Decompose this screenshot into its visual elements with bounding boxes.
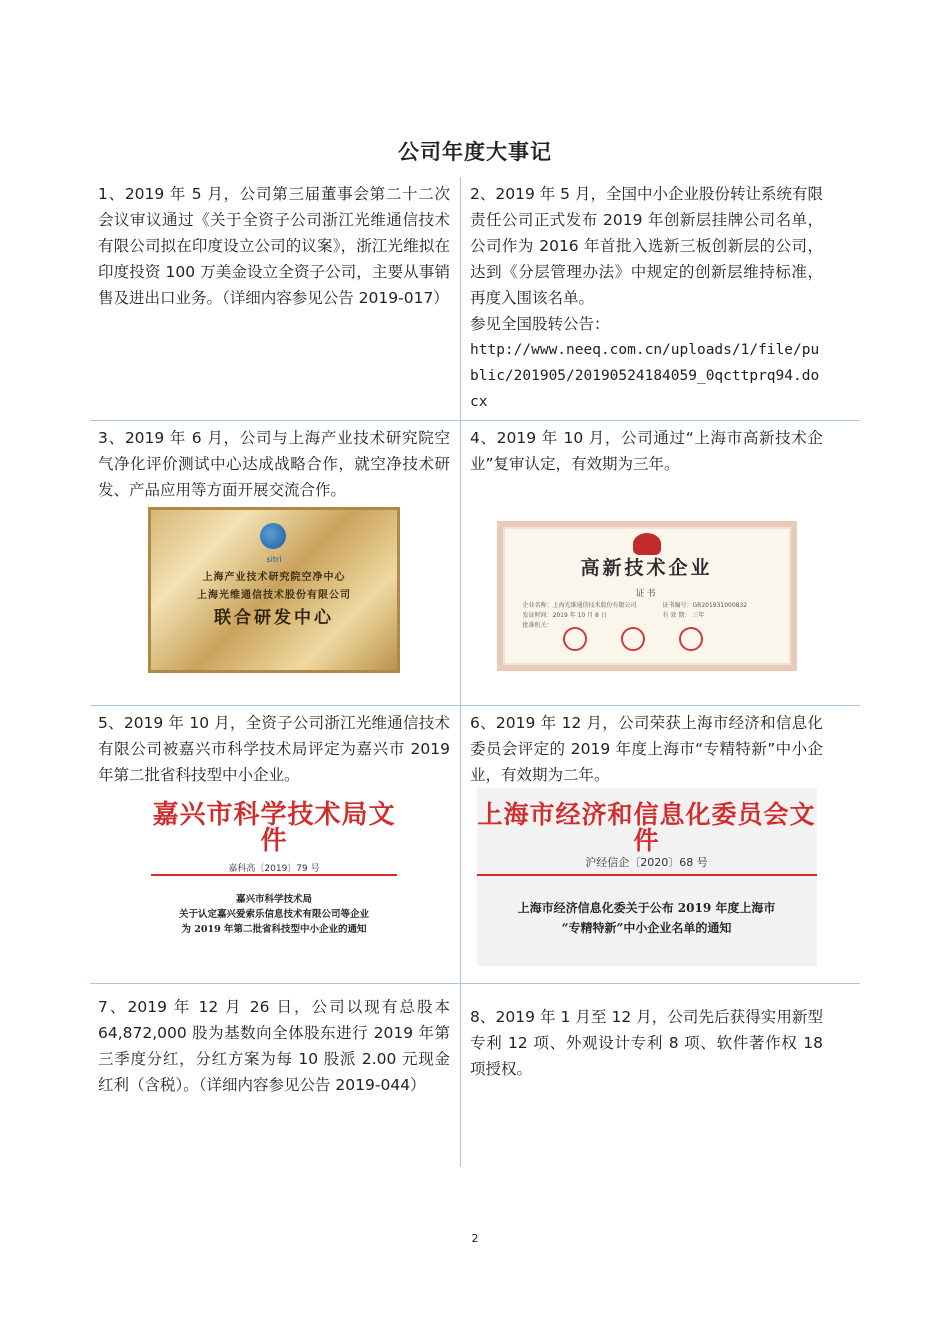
joint-rd-center-plaque-image: sitri 上海产业技术研究院空净中心 上海光维通信技术股份有限公司 联合研发中心 xyxy=(148,507,400,673)
event-cell-2 xyxy=(461,177,831,420)
seal-icon xyxy=(563,627,587,651)
seal-icon xyxy=(621,627,645,651)
table-row xyxy=(90,706,860,984)
red-divider xyxy=(151,874,397,876)
jiaxing-document-image xyxy=(151,794,397,944)
events-table xyxy=(90,177,860,1167)
document-header: 上海市经济和信息化委员会文件 xyxy=(477,800,816,855)
document-body: 嘉兴市科学技术局 关于认定嘉兴爱索乐信息技术有限公司等企业 为 2019 年第二批省科技型中小企业的通知 xyxy=(178,894,369,935)
seal-icon xyxy=(679,627,703,651)
event-cell-6 xyxy=(461,706,831,983)
event-6-text: 6、2019 年 12 月，公司荣获上海市经济和信息化委员会评定的 2019 年度上海市“专精特新”中小企业，有效期为二年。 xyxy=(470,714,823,784)
high-tech-certificate-image: 高新技术企业 证书 企业名称：上海光维通信技术股份有限公司 发证时间：2019 年 10 月 8 日 批准机关： 证书编号：GR201931000832 有 效 期： 三年 xyxy=(497,521,797,671)
document-body: 上海市经济信息化委关于公布 2019 年度上海市 “专精特新”中小企业名单的通知 xyxy=(517,901,776,935)
event-8-text: 8、2019 年 1 月至 12 月，公司先后获得实用新型专利 12 项、外观设计专利 8 项、软件著作权 18 项授权。 xyxy=(470,1008,823,1078)
page-number: 2 xyxy=(471,1232,479,1245)
event-cell-5 xyxy=(90,706,461,983)
event-cell-4 xyxy=(461,421,831,705)
event-4-text: 4、2019 年 10 月，公司通过“上海市高新技术企业”复审认定，有效期为三年。 xyxy=(470,429,823,473)
event-7-text: 7、2019 年 12 月 26 日，公司以现有总股本 64,872,000 股为基数向全体股东进行 2019 年第三季度分红，分红方案为每 10 股派 2.00 元现金红利（含税）。（详细内容参见公告 2019-044） xyxy=(98,998,450,1094)
table-row xyxy=(90,177,860,421)
document-number: 沪经信企〔2020〕68 号 xyxy=(585,856,708,869)
event-5-text: 5、2019 年 10 月，全资子公司浙江光维通信技术有限公司被嘉兴市科学技术局评定为嘉兴市 2019 年第二批省科技型中小企业。 xyxy=(98,714,450,784)
table-row xyxy=(90,421,860,706)
document-header: 嘉兴市科学技术局文件 xyxy=(152,800,396,856)
plaque-line-1: 上海产业技术研究院空净中心 xyxy=(202,572,346,583)
table-row xyxy=(90,984,860,1167)
shanghai-document-image xyxy=(477,788,817,966)
sitri-logo-icon xyxy=(260,523,286,549)
document-number: 嘉科高〔2019〕79 号 xyxy=(228,864,320,874)
certificate-subtitle: 证书 xyxy=(635,589,658,599)
event-2-text: 2、2019 年 5 月，全国中小企业股份转让系统有限责任公司正式发布 2019 年创新层挂牌公司名单，公司作为 2016 年首批入选新三板创新层的公司，达到《分层管理办法》中规定的创新层维持标准，再度入围该名单。 xyxy=(470,185,823,307)
event-cell-8 xyxy=(461,984,831,1167)
event-2-url[interactable]: http://www.neeq.com.cn/uploads/1/file/public/201905/20190524184059_0qcttprq94.docx xyxy=(470,342,820,410)
event-3-text: 3、2019 年 6 月，公司与上海产业技术研究院空气净化评价测试中心达成战略合作，就空净技术研发、产品应用等方面开展交流合作。 xyxy=(98,429,450,499)
certificate-title: 高新技术企业 xyxy=(580,557,713,579)
plaque-line-3: 联合研发中心 xyxy=(214,608,334,628)
event-cell-3 xyxy=(90,421,461,705)
event-1-text: 1、2019 年 5 月，公司第三届董事会第二十二次会议审议通过《关于全资子公司浙江光维通信技术有限公司拟在印度设立公司的议案》，浙江光维拟在印度投资 100 万美金设立全资子公司，主要从事销售及进出口业务。（详细内容参见公告 2019-017） xyxy=(98,185,450,307)
event-2-reference: 参见全国股转公告： xyxy=(470,315,610,333)
red-divider xyxy=(477,874,817,876)
plaque-line-2: 上海光维通信技术股份有限公司 xyxy=(197,590,351,601)
emblem-icon xyxy=(633,533,661,555)
event-cell-7 xyxy=(90,984,461,1167)
event-cell-1 xyxy=(90,177,461,420)
page-title: 公司年度大事记 xyxy=(398,140,552,164)
